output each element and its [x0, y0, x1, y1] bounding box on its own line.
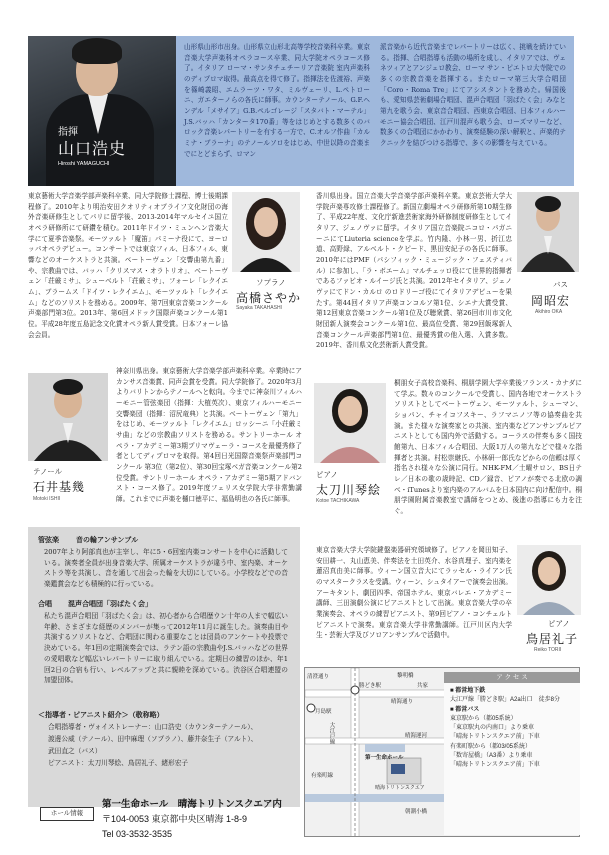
piano-roman: Kotoe TACHIKAWA: [316, 498, 360, 504]
group3-line-4: ピアニスト：太刀川琴絵、鳥居礼子、緒形宏子: [48, 759, 189, 767]
map-label-harumi-dori: 晴海通り: [391, 699, 414, 705]
piano2-roman: Reiko TORII: [534, 647, 562, 653]
map-label-yurakucho: 有楽町線: [311, 773, 334, 779]
bass-name: 岡昭宏: [531, 294, 571, 308]
piano2-name: 鳥居礼子: [526, 632, 579, 646]
venue-name: 第一生命ホール 晴海トリトンスクエア内: [102, 799, 282, 810]
conductor-bio-band: [176, 36, 574, 186]
piano2-photo: [517, 545, 581, 615]
soprano-photo: [232, 192, 300, 272]
map-label-reimei: 黎明橋: [397, 673, 414, 679]
venue-address: 〒104-0053 東京都中央区晴海 1-8-9: [102, 814, 248, 824]
map-label-tsukishima: 月島駅: [315, 709, 332, 715]
groups-box: [28, 527, 300, 807]
venue-label: ホール情報: [40, 807, 94, 821]
map-label-canal: 晴海運河: [405, 733, 428, 739]
group3-label: ＜指導者・ピアニスト紹介＞（敬称略）: [38, 710, 164, 719]
group3-line-1: 合唱指導者・ヴォイストレーナー：山口浩史（カウンターテノール）、: [48, 723, 258, 731]
conductor-role: 指揮: [58, 127, 78, 138]
access-line-7: 有楽町駅から（都03/05系統）: [450, 743, 532, 750]
group3-line-2: 渡邊公威（テノール）、田中麻理（ソプラノ）、藤井奈生子（アルト）、: [48, 735, 258, 743]
conductor-bio-col1: 山形県山形市出身。山形県立山形北高等学校音楽科卒業。東京音楽大学声楽科オペラコース卒業、同大学院オペラコース修了。イタリア ローマ・サンタチェチーリア音楽院 室内声楽科のディプロマ取得。最高点を得て修了。指揮法を佐渡裕、声楽を篠崎義昭、エムラーツ・ワタ、ミルヴェーリ、L.ペトローニ、ガエターノらの各氏に師事。カウンターテノール、G.F.ヘンデル「メサイア」G.B.ペルゴレージ「スタバト・マーテル」J.S.バッハ「カンタータ170番」等をはじめとする数多くのバロック音楽レパートリーを有する一方で、C.オルフ作曲「カルミナ・ブラーナ」のテノールソロをはじめ、中世以降の音楽までにとどまらず、ロマン: [184, 43, 370, 158]
group2-label: 合唱: [38, 599, 52, 608]
access-line-8: 「数寄屋橋」（A3番）より乗車: [450, 753, 533, 760]
group2-name: 混声合唱団「羽ばたく会」: [68, 599, 152, 608]
conductor-roman: Hiroshi YAMAGUCHI: [58, 161, 110, 167]
tenor-photo: [28, 373, 108, 461]
group2-text: 私たち混声合唱団「羽ばたく会」は、初心者から合唱歴ウン十年の人まで幅広い年齢、さまざまな経歴のメンバーが集って2012年11月に誕生した。演奏曲目や共演するソリストなど、合唱団に関わる重要なことは団員のアンケートや投票で決めている。年1回の定期演奏会では、ラテン語の宗教曲やJ.S.バッハなどの世界の愛唱歌など幅広いレパートリーに取り組んでいる。定期日の練習のほか、年1回2日の合宿も行い、レベルアップと共に親睦を深めている。渋谷区合唱連盟の加盟団体。: [44, 612, 288, 685]
soprano-role: ソプラノ: [256, 278, 286, 287]
access-line-3: ■ 都営バス: [450, 706, 480, 713]
group1-label: 管弦楽: [38, 535, 59, 544]
map-label-hall: 第一生命ホール: [365, 755, 404, 761]
conductor-name: 山口浩史: [58, 139, 127, 158]
map-label-oedo: 大江戸線: [328, 722, 335, 744]
soprano-bio: 東京藝術大学音楽学部声楽科卒業、同大学院修士課程、博士後期課程修了。2010年より明治安田クオリティオブライフ文化財団の海外音楽研修生としてパリに留学後、2013-2014年マルセイユ国立オペラ研修所にて研鑽を積む。2011年ドイツ・ミュンヘン音楽大学にて夏季音楽祭。モーツァルト「魔笛」パミーナ役にて、ヨーロッパオペラデビュー。コンサートでは東京フィル、日本フィル、東響などのオーケストラと共演。ベートーヴェン「交響曲第九番」や、宗教曲では、バッハ「クリスマス・オラトリオ」、ベートーヴェン「荘厳ミサ」、シューベルト「荘厳ミサ」、フォーレ「レクイエム」、ブラームス「ドイツ・レクイエム」、モーツァルト「レクイエム」などのソリストを務める。2009年、第7回東京音楽コンクール声楽部門第3位。2013年、第6回メドック国際声楽コンクール第1位。平成28年度五島記念文化賞オペラ新人賞受賞。日本フォーレ協会会員。: [28, 192, 228, 339]
map-label-kiyosumi: 清澄通り: [307, 674, 330, 680]
access-line-9: 「晴海トリトンスクエア前」下車: [450, 762, 540, 769]
access-info: [444, 672, 580, 835]
bass-photo: [517, 192, 579, 272]
bass-role: バス: [553, 280, 568, 289]
tenor-bio: 神奈川県出身。東京藝術大学音楽学部声楽科卒業。卒業時にアカンサス音楽賞、同声会賞を受賞。同大学院修了。2020年3月よりバリトンからテノールへと転向。今までに神奈川フィルハーモニー管弦楽団（指揮：大植英次）、東京フィルハーモニー交響楽団（指揮：沼尻竜典）と共演。ベートーヴェン「第九」をはじめ、モーツァルト「レクイエム」ロッシーニ「小荘厳ミサ曲」などの宗教曲ソリストを務める。サントリーホール オペラ・アカデミー第3期プリマヴェーラ・コースを最優秀修了者としてディプロマを取得。第4回日光国際音楽祭声楽部門コンクール 第3位（第2位）、第30回宝塚ベガ音楽コンクール第2位受賞。サントリーホール オペラ・アカデミー第5期アドバンスト・コース修了。2019年度フェリス女学院大学非常勤講師。これまでに声楽を樋口徳平に、福島明也の各氏に師事。: [116, 367, 302, 504]
access-line-6: 「晴海トリトンスクエア前」下車: [450, 734, 540, 741]
access-line-5: 「東京駅丸の内南口」より乗車: [450, 725, 535, 732]
map-label-triton: 晴海トリトンスクエア: [375, 785, 425, 791]
bass-roman: Akihiro OKA: [535, 309, 563, 315]
piano2-role: ピアノ: [548, 619, 570, 628]
conductor-section: [0, 0, 609, 190]
piano-photo: [314, 383, 386, 463]
group3-line-3: 武田直之（バス）: [48, 747, 102, 755]
access-title: ア ク セ ス: [444, 672, 580, 683]
piano-name: 太刀川琴絵: [316, 483, 382, 497]
group1-name: 音の輪アンサンブル: [76, 535, 139, 544]
bass-bio: 香川県出身。国立音楽大学音楽学部声楽科卒業。東京芸術大学大学院声楽専攻修士課程修了。新国立劇場オペラ研修所第10期生修了、平成22年度、文化庁新進芸術家海外研修制度研修生としてイタリア、ジェノヴァに留学。イタリア国立音楽院ニコロ・パガニーニにてLiuteria scienceを学ぶ。竹内隆、小林一男、折江忠道、高野緑、アルベルト・クピード、黒田安紀子の各氏に師事。2010年にはPMF（パシフィック・ミュージック・フェスティバル）に参加し、「ラ・ボエーム」マルチェッロ役にて世界的指揮者であるファビオ・ルイージ氏と共演。2012年セイタリア、ジェノヴァにてドン・カルロ のロドリーゴ役にてイタリアデビューを果たす。第44回イタリア声楽コンコルソ第1位、シエナ大賞受賞、第12回東京音楽コンクール第1位及び聴衆賞、第26回市川市文化財団新人演奏会コンクール第1位、最高位受賞、第29回飯塚新人音楽コンクール声楽部門第1位、最優秀賞の他入選、入賞多数。2019年、香川県文化芸術新人賞受賞。: [316, 192, 512, 350]
venue-tel: Tel 03-3532-3535: [102, 829, 173, 839]
piano2-bio: 東京音楽大学大学院鍵盤楽器研究領域修了。ピアノを岡田知子、安田耕一、丸山恵美、伴奏法を土田英介、水谷真理子、室内楽を蓮沼真由美に師事。ウィーン国立音大にてラッセル・ライアン氏のマスタークラスを受講。ウィーン、シュタイアーで演奏会出演。アーキタント、劇団四季、帝国ホテル、東京バレエ・アカデミー講師、三田演劇公演にピアニストとして出演。東京音楽大学の卒業演奏会、オペラの練習ピアニスト、第9回ピアノ・コンチェルトピアニストで演奏。東京音楽大学非常勤講師。江戸川区内大学生・芸術大学及びソロアンサンブルで活動中。: [316, 546, 512, 640]
tenor-name: 石井基幾: [33, 480, 86, 494]
map-label-kachidoki: 勝どき駅: [359, 683, 382, 689]
access-line-4: 東京駅から（都05系統）: [450, 715, 517, 722]
map-label-kyoka: 共家: [417, 683, 429, 689]
group1-text: 2007年より阿部真也が主宰し、年に5・6回室内楽コンサートを中心に活動している。演奏者全員が出身音楽大学、所属オーケストラが違う中、室内楽、オーケストラ等を共演し、音を通して出会った輪を大切にしている。小学校などでの音楽鑑賞会なども積極的に行っている。: [44, 548, 288, 589]
tenor-role: テノール: [33, 467, 63, 476]
tenor-roman: Motoki ISHII: [33, 496, 61, 502]
access-line-2: 大江戸線「勝どき駅」A2a出口 徒歩8分: [450, 697, 561, 704]
soprano-roman: Sayaka TAKAHASHI: [236, 305, 282, 311]
piano-bio: 桐朋女子高校音楽科、桐朋学園大学卒業後フランス・カナダにて学ぶ。数々のコンクールで受賞し、国内各地でオーケストラソリストとしてベートーヴェン、モーツァルト、シューマン、ショパン、チャイコフスキー、ラフマニノフ等の協奏曲を共演。また様々な演奏家との共演、室内楽などアンサンブルピアニストとしても国内外で活動する。コーラスの伴奏も多く国技館第九、日本フィル合唱団、大阪1万人の第九などで様々な指揮者と共演。村松崇継氏、小林研一郎氏などからの信頼は厚く指名され様々な公演に同行。NHK-FM／土曜サロン、BS日テレ／日本の歌の歳時記、CD／録音、ピアノが奏でる北欧の調べ・iTunesより室内楽のアルバムを日本国内に向け配信中。桐朋学園附属音楽教室で講師をつとめ、後進の指導にも力を注ぐ。: [394, 379, 582, 516]
soprano-name: 高橋さやか: [236, 291, 302, 305]
conductor-bio-col2: 派音楽から近代音楽までレパートリーは広く、挑戦を続けている。指揮、合唱指導も活動の場所を成し、イタリアでは、ヴェネツィアとアンジェロ教会、ローマ サン・ピエトロ大寺院での多くの宗教音楽を指揮する。またローマ第三大学合唱団「Coro・Roma Tre」にてアシスタントを務めた。帰国後も、愛知県芸術劇場合唱団、混声合唱団「羽ばたく会」みなと第九を歌う会、東京音合唱団、西東京合唱団、日本フィルハーモニー協会合唱団、江戸川混声も歌う会、ローズマリーなど、数多くの合唱団にかかわり、演奏経験の深い解釈と、声楽的テクニックを結びつける指導で、多くの影響を与えている。: [380, 43, 566, 148]
map-label-asashio: 朝潮小橋: [405, 809, 428, 815]
piano-role: ピアノ: [316, 470, 338, 479]
access-line-1: ■ 都営地下鉄: [450, 688, 486, 694]
